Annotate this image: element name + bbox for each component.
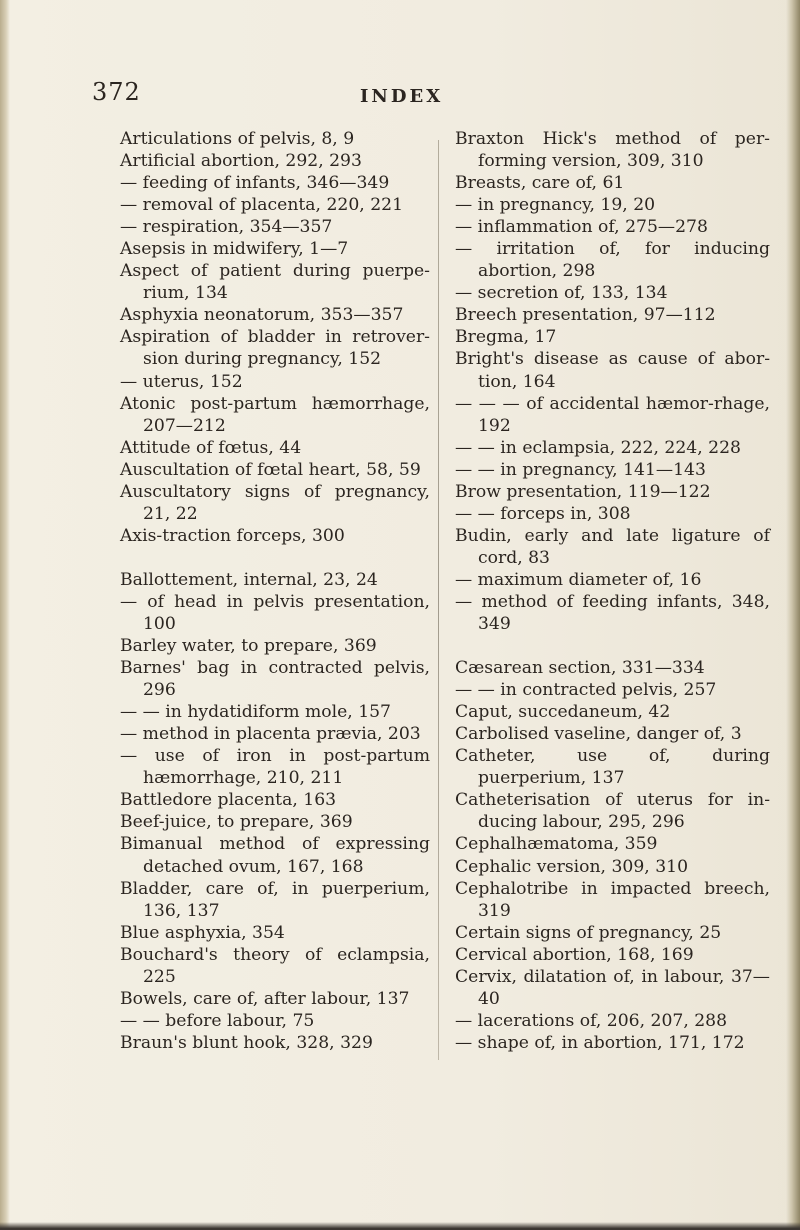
index-entry: Barley water, to prepare, 369 <box>120 636 377 657</box>
section-gap <box>455 635 770 657</box>
index-entry: Brow presentation, 119—122 <box>455 481 711 502</box>
index-entry: Aspiration of bladder in retrover-sion during pregnancy, 152 <box>120 327 430 370</box>
index-entry: Braxton Hick's method of per-forming version, 309, 310 <box>455 129 770 172</box>
index-entry: Ballottement, internal, 23, 24 <box>120 569 378 590</box>
index-entry: — lacerations of, 206, 207, 288 <box>455 1010 728 1031</box>
index-entry: — removal of placenta, 220, 221 <box>120 195 404 216</box>
index-entry: Budin, early and late ligature of cord, 83 <box>455 525 770 568</box>
index-entry: Barnes' bag in contracted pelvis, 296 <box>120 658 430 701</box>
index-entry: Bowels, care of, after labour, 137 <box>120 988 410 1009</box>
running-head: INDEX <box>360 86 444 107</box>
index-entry: — uterus, 152 <box>120 371 243 392</box>
page-number: 372 <box>92 78 141 106</box>
index-entry: Certain signs of pregnancy, 25 <box>455 922 722 943</box>
index-entry: Cervix, dilatation of, in labour, 37—40 <box>455 966 770 1009</box>
index-entry: Atonic post-partum hæmorrhage, 207—212 <box>120 393 430 436</box>
column-divider <box>438 140 439 1060</box>
index-entry: — — in contracted pelvis, 257 <box>455 680 717 701</box>
index-entry: — inflammation of, 275—278 <box>455 217 708 238</box>
index-entry: Articulations of pelvis, 8, 9 <box>120 129 355 149</box>
index-entry: Breasts, care of, 61 <box>455 173 625 194</box>
index-entry: — — in hydatidiform mole, 157 <box>120 702 391 723</box>
index-entry: Blue asphyxia, 354 <box>120 922 285 943</box>
index-entry: Axis-traction forceps, 300 <box>120 525 345 546</box>
index-entry: Cephalic version, 309, 310 <box>455 856 689 877</box>
index-column-left <box>120 128 430 1054</box>
section-gap <box>120 547 430 569</box>
index-entry: Bright's disease as cause of abor-tion, 164 <box>455 349 770 392</box>
index-entry: Cæsarean section, 331—334 <box>455 658 705 679</box>
index-entry: Auscultation of fœtal heart, 58, 59 <box>120 459 421 480</box>
index-entry: Caput, succedaneum, 42 <box>455 702 671 723</box>
index-entry: — method of feeding infants, 348, 349 <box>455 591 770 635</box>
index-entry: Aspect of patient during puerpe-rium, 134 <box>120 261 430 304</box>
index-entry: Cephalhæmatoma, 359 <box>455 834 658 855</box>
index-entry: Attitude of fœtus, 44 <box>120 437 302 458</box>
index-entry: — — before labour, 75 <box>120 1010 315 1031</box>
index-entry: — shape of, in abortion, 171, 172 <box>455 1032 745 1053</box>
index-entry: Bimanual method of expressing detached ovum, 167, 168 <box>120 834 430 877</box>
index-entry: Carbolised vaseline, danger of, 3 <box>455 724 742 745</box>
index-entry: — — forceps in, 308 <box>455 503 631 524</box>
index-entry: — maximum diameter of, 16 <box>455 569 702 590</box>
index-entry: — — in pregnancy, 141—143 <box>455 459 706 480</box>
index-entry: Beef-juice, to prepare, 369 <box>120 812 353 833</box>
index-entry: — — — of accidental hæmor-rhage, 192 <box>455 393 770 436</box>
index-entry: Auscultatory signs of pregnancy, 21, 22 <box>120 481 430 524</box>
index-entry: Asepsis in midwifery, 1—7 <box>120 239 349 260</box>
index-column-right <box>455 128 770 1054</box>
index-entry: Cephalotribe in impacted breech, 319 <box>455 878 770 921</box>
index-entry: — feeding of infants, 346—349 <box>120 173 390 194</box>
index-entry: Catheter, use of, during puerperium, 137 <box>455 746 770 789</box>
index-entry: Asphyxia neonatorum, 353—357 <box>120 305 404 326</box>
index-entry: Bladder, care of, in puerperium, 136, 137 <box>120 878 430 921</box>
index-entry: — use of iron in post-partum hæmorrhage, 210, 211 <box>120 746 430 789</box>
index-entry: — in pregnancy, 19, 20 <box>455 195 656 216</box>
index-entry: — respiration, 354—357 <box>120 217 333 238</box>
left-binding-edge <box>0 0 10 1230</box>
index-entry: Battledore placenta, 163 <box>120 790 337 811</box>
index-entry: Cervical abortion, 168, 169 <box>455 944 694 965</box>
index-entry: Breech presentation, 97—112 <box>455 305 716 326</box>
index-entry: — secretion of, 133, 134 <box>455 283 668 304</box>
right-page-edge <box>786 0 800 1230</box>
index-entry: Bregma, 17 <box>455 327 557 348</box>
index-entry: — irritation of, for inducing abortion, 298 <box>455 239 770 282</box>
bottom-page-edge <box>0 1222 800 1230</box>
index-entry: — — in eclampsia, 222, 224, 228 <box>455 437 741 458</box>
index-entry: Braun's blunt hook, 328, 329 <box>120 1032 373 1053</box>
index-entry: — of head in pelvis presentation, 100 <box>120 591 430 634</box>
index-entry: Artificial abortion, 292, 293 <box>120 151 362 172</box>
index-entry: — method in placenta prævia, 203 <box>120 724 421 745</box>
index-entry: Bouchard's theory of eclampsia, 225 <box>120 944 430 987</box>
index-entry: Catheterisation of uterus for in-ducing labour, 295, 296 <box>455 790 770 833</box>
